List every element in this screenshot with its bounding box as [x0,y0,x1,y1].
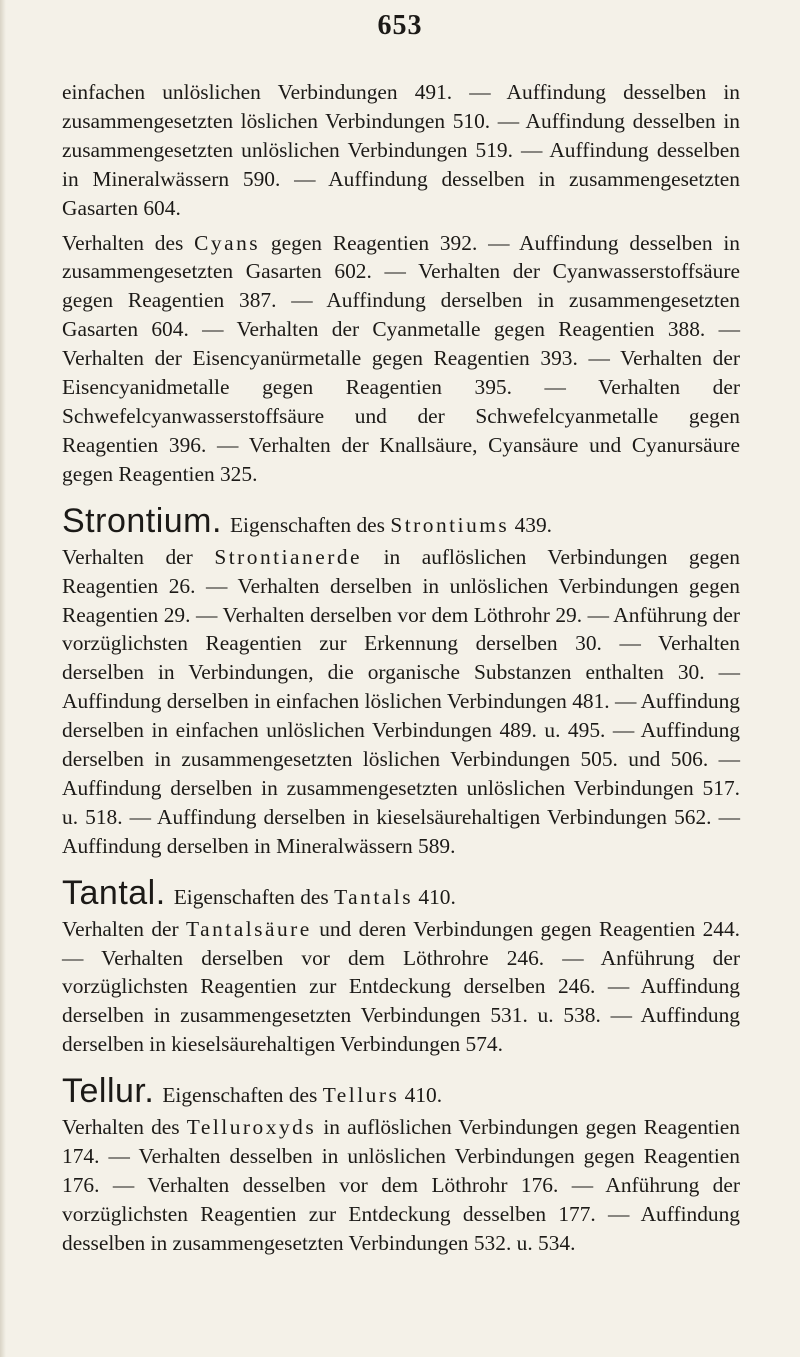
tellur-text: in auflöslichen Verbindungen gegen Reagentien 174. — Verhalten desselben in unlöslichen Verbindungen gegen Reagentien 176. — Verhalten desselben vor dem Löthrohr 176. — Anführung der vorzüglichsten Reagentien zur Entdeckung desselben 177. — Auffindung desselben in zusammengesetzten Verbindungen 532. u. 534. [62,1115,740,1255]
tantal-text: und deren Verbindungen gegen Reagentien 244. — Verhalten derselben vor dem Löthrohre 246. — Anführung der vorzüglichsten Reagentien zur Entdeckung derselben 246. — Auffindung derselben in zusammengesetzten Verbindungen 531. u. 538. — Auffindung derselben in kieselsäurehaltigen Verbindungen 574. [62,916,740,1057]
strontium-properties-lead: Eigenschaften des [229,512,391,537]
tellur-heading: Tellur. [62,1072,155,1111]
tantal-properties-lead: Eigenschaften des [173,884,335,909]
strontium-section [62,503,740,861]
tantal-properties-tail: 410. [413,884,456,909]
tantal-lead: Verhalten der [62,916,187,941]
cyan-lead: Verhalten des [62,230,195,255]
tellur-section [62,1073,740,1258]
tantal-paragraph [62,915,740,1060]
strontium-properties-tail: 439. [509,512,553,537]
tellur-term: Telluroxyds [186,1115,317,1140]
tellur-properties-tail: 410. [399,1083,443,1108]
strontium-properties-term: Strontiums [390,512,510,537]
tellur-properties-lead: Eigenschaften des [162,1083,323,1108]
tellur-heading-line [62,1073,740,1113]
tellur-paragraph [62,1113,740,1258]
strontium-text: in auflöslichen Verbindungen gegen Reagentien 26. — Verhalten derselben in unlöslichen Verbindungen gegen Reagentien 29. — Verhalten derselben vor dem Löthrohr 29. — Anführung der vorzüglichsten Reagentien zur Erkennung derselben 30. — Verhalten derselben in Verbindungen, die organische Substanzen enthalten 30. — Auffindung derselben in einfachen löslichen Verbindungen 481. — Auffindung derselben in einfachen unlöslichen Verbindungen 489. u. 495. — Auffindung derselben in zusammengesetzten löslichen Verbindungen 505. und 506. — Auffindung derselben in zusammengesetzten unlöslichen Verbindungen 517. u. 518. — Auffindung derselben in kieselsäurehaltigen Verbindungen 562. — Auffindung derselben in Mineralwässern 589. [62,544,740,858]
page-edge-shadow [0,0,6,1357]
strontium-lead: Verhalten der [62,544,215,569]
tellur-properties-term: Tellurs [322,1083,400,1108]
strontium-heading-line [62,503,740,543]
continuation-paragraph: einfachen unlöslichen Verbindungen 491. — Auffindung desselben in zusammengesetzten löslichen Verbindungen 510. — Auffindung desselben in zusammengesetzten unlöslichen Verbindungen 519. — Auffindung desselben in Mineralwässern 590. — Auffindung desselben in zusammengesetzten Gasarten 604. [62,80,740,220]
cyan-text: gegen Reagentien 392. — Auffindung desselben in zusammengesetzten Gasarten 602. — Verhalten der Cyanwasserstoffsäure gegen Reagentien 387. — Auffindung derselben in zusammengesetzten Gasarten 604. — Verhalten der Cyanmetalle gegen Reagentien 388. — Verhalten der Eisencyanürmetalle gegen Reagentien 393. — Verhalten der Eisencyanidmetalle gegen Reagentien 395. — Verhalten der Schwefelcyanwasserstoffsäure und der Schwefelcyanmetalle gegen Reagentien 396. — Verhalten der Knallsäure, Cyansäure und Cyanursäure gegen Reagentien 325. [62,230,741,486]
tantal-heading: Tantal. [62,873,166,912]
strontium-term: Strontianerde [214,544,363,569]
tantal-term: Tantalsäure [186,916,312,941]
page-number: 653 [377,10,423,41]
tantal-section [62,875,740,1060]
strontium-heading: Strontium. [62,501,222,540]
tantal-properties-term: Tantals [334,884,414,909]
cyan-paragraph [62,229,740,489]
tellur-lead: Verhalten des [62,1115,187,1140]
strontium-paragraph [62,543,740,861]
cyan-term: Cyans [194,230,261,255]
tantal-heading-line [62,875,740,915]
